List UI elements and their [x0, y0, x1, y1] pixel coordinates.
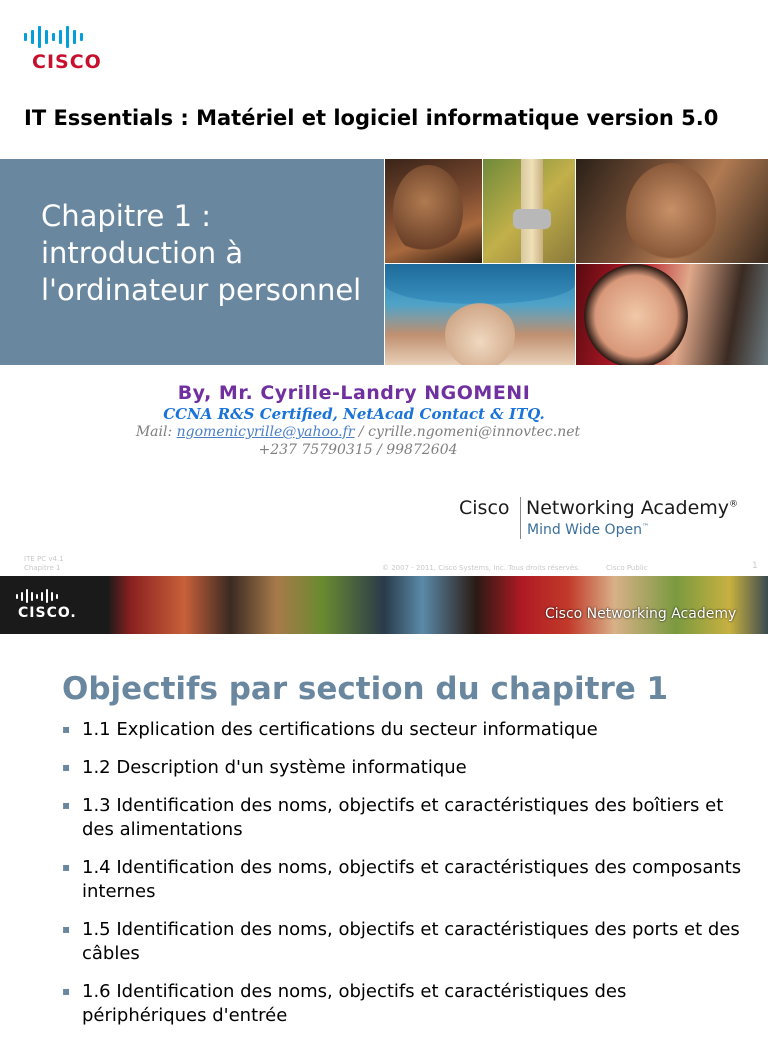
academy-tagline: Mind Wide Open™: [527, 522, 649, 538]
author-phone: +237 75790315 / 99872604: [258, 442, 458, 458]
strip-logo-text: CISCO.: [18, 605, 77, 621]
cisco-logo-text: CISCO: [32, 51, 102, 73]
square-bullet-icon: ▪: [62, 760, 71, 774]
cisco-bars-icon: [22, 24, 118, 50]
author-certification: CCNA R&S Certified, NetAcad Contact & ITQ.: [163, 405, 545, 423]
footer-version: ITE PC v4.1: [24, 555, 64, 563]
strip-academy-text: Cisco Networking Academy: [545, 606, 737, 622]
photo-young-man: [576, 159, 768, 263]
photo-smiling-woman: [576, 264, 768, 365]
footer-chapter: Chapitre 1: [24, 564, 61, 572]
chapter-title: [41, 198, 381, 309]
mail-label: Mail:: [135, 424, 173, 440]
photo-collage: [385, 159, 768, 365]
author-name: By, Mr. Cyrille-Landry NGOMENI: [177, 382, 531, 404]
photo-student-face: [385, 159, 482, 263]
academy-cisco-text: Cisco: [459, 497, 510, 519]
photo-hooded-smile: [385, 264, 575, 365]
objectives-title: Objectifs par section du chapitre 1: [62, 671, 669, 707]
footer-classification: Cisco Public: [606, 564, 648, 572]
objectives-slide: [0, 576, 768, 1024]
chapter-title-line: Chapitre 1 :: [41, 199, 212, 233]
mail-link[interactable]: ngomenicyrille@yahoo.fr: [176, 424, 355, 440]
photo-skateboard: [483, 159, 575, 263]
square-bullet-icon: ▪: [62, 984, 71, 998]
square-bullet-icon: ▪: [62, 860, 71, 874]
objectives-list: [62, 718, 742, 1042]
cisco-logo: [22, 24, 118, 76]
strip-cisco-logo: [14, 588, 77, 621]
header-photo-strip: [0, 576, 768, 634]
list-item: ▪ 1.5 Identification des noms, objectifs et caractéristiques des ports et des câbles: [62, 919, 740, 964]
cisco-bars-icon: [14, 588, 77, 604]
list-item: ▪ 1.4 Identification des noms, objectifs et caractéristiques des composants internes: [62, 857, 742, 902]
chapter-title-line: introduction à: [41, 236, 244, 270]
list-item: ▪ 1.6 Identification des noms, objectifs et caractéristiques des périphériques d'entrée: [62, 981, 627, 1026]
academy-name: Networking Academy®: [526, 497, 739, 519]
author-mail: [0, 424, 716, 440]
mail-secondary: / cyrille.ngomeni@innovtec.net: [354, 424, 581, 440]
square-bullet-icon: ▪: [62, 798, 71, 812]
square-bullet-icon: ▪: [62, 722, 71, 736]
footer-copyright: © 2007 - 2011, Cisco Systems, Inc. Tous droits réservés.: [382, 564, 580, 572]
list-item: ▪ 1.1 Explication des certifications du secteur informatique: [62, 719, 598, 740]
page-number: 1: [752, 561, 758, 571]
list-item: ▪ 1.3 Identification des noms, objectifs et caractéristiques des boîtiers et des alimentations: [62, 795, 724, 840]
academy-divider: [520, 497, 521, 539]
chapter-title-line: l'ordinateur personnel: [41, 273, 362, 307]
square-bullet-icon: ▪: [62, 922, 71, 936]
list-item: ▪ 1.2 Description d'un système informatique: [62, 757, 467, 778]
course-title: IT Essentials : Matériel et logiciel informatique version 5.0: [24, 106, 719, 130]
